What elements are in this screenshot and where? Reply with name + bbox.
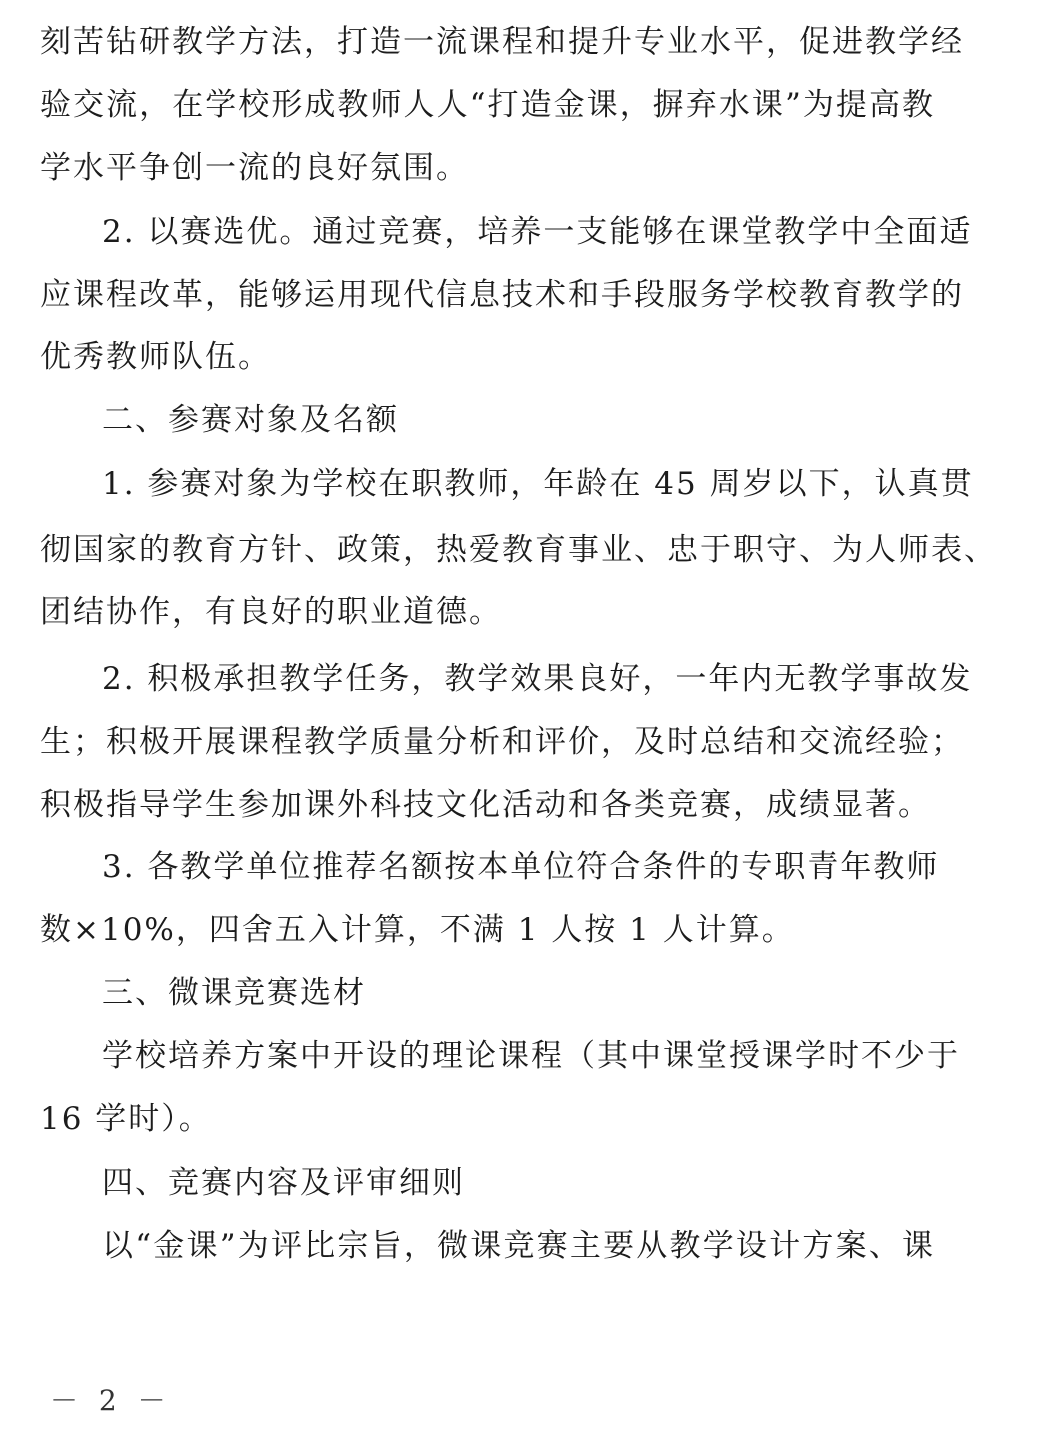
section-heading: 四、竞赛内容及评审细则 <box>102 1165 465 1201</box>
text-line: 团结协作，有良好的职业道德。 <box>40 594 502 630</box>
text-line: 刻苦钻研教学方法，打造一流课程和提升专业水平，促进教学经 <box>40 24 964 60</box>
text-line: 学水平争创一流的良好氛围。 <box>40 150 469 186</box>
text-line: 验交流，在学校形成教师人人“打造金课，摒弃水课”为提高教 <box>40 87 935 123</box>
page-number: － 2 － <box>50 1384 172 1417</box>
text-line: 数×10%，四舍五入计算，不满 1 人按 1 人计算。 <box>40 912 795 948</box>
text-line: 积极指导学生参加课外科技文化活动和各类竞赛，成绩显著。 <box>40 787 931 823</box>
text-line: 生；积极开展课程教学质量分析和评价，及时总结和交流经验； <box>40 724 964 760</box>
section-heading: 二、参赛对象及名额 <box>102 402 399 438</box>
paragraph-start: 2. 积极承担教学任务，教学效果良好，一年内无教学事故发 <box>102 661 973 697</box>
text-line: 优秀教师队伍。 <box>40 339 271 375</box>
section-heading: 三、微课竞赛选材 <box>102 975 366 1011</box>
paragraph-start: 3. 各教学单位推荐名额按本单位符合条件的专职青年教师 <box>102 849 940 885</box>
paragraph-start: 以“金课”为评比宗旨，微课竞赛主要从教学设计方案、课 <box>102 1228 935 1264</box>
paragraph-start: 学校培养方案中开设的理论课程（其中课堂授课学时不少于 <box>102 1038 960 1074</box>
text-line: 16 学时）。 <box>40 1101 212 1137</box>
text-line: 应课程改革，能够运用现代信息技术和手段服务学校教育教学的 <box>40 277 964 313</box>
paragraph-start: 2. 以赛选优。通过竞赛，培养一支能够在课堂教学中全面适 <box>102 214 973 250</box>
text-line: 彻国家的教育方针、政策，热爱教育事业、忠于职守、为人师表、 <box>40 532 997 568</box>
paragraph-start: 1. 参赛对象为学校在职教师，年龄在 45 周岁以下，认真贯 <box>102 466 974 502</box>
